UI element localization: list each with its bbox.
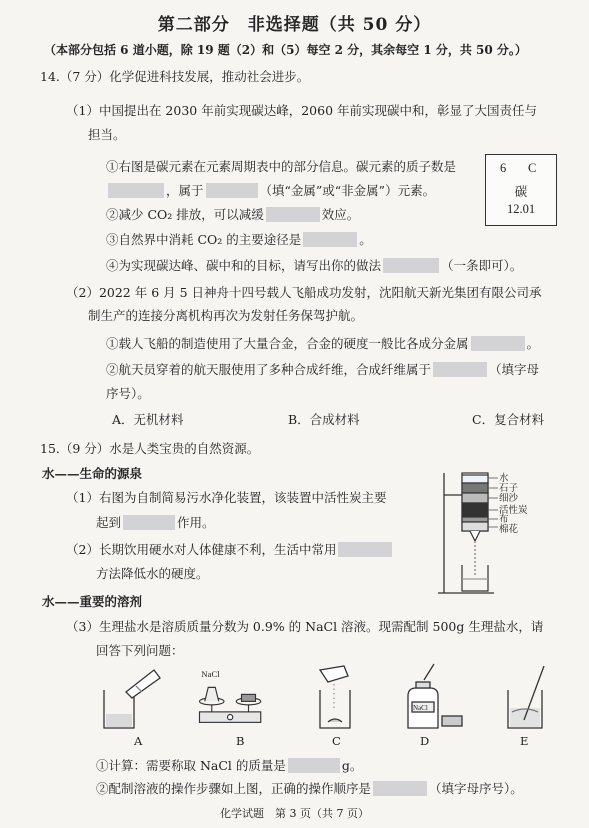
answer-blank[interactable]: [123, 515, 175, 530]
answer-blank[interactable]: [433, 362, 487, 377]
q15-order: ②配制溶液的操作步骤如上图，正确的操作顺序是 （填字母序号）。: [96, 781, 523, 796]
op-label-e: E: [520, 734, 529, 748]
label-charcoal: 活性炭: [499, 505, 528, 516]
atomic-mass: 12.01: [506, 202, 536, 216]
q14-item3: ③自然界中消耗 CO₂ 的主要途径是 。: [106, 232, 372, 247]
q14-stem: 14.（7 分）化学促进科技发展，推动社会进步。: [40, 69, 310, 84]
q14-item1-line1: ①右图是碳元素在元素周期表中的部分信息。碳元素的质子数是: [106, 159, 457, 174]
label-cotton: 棉花: [499, 524, 519, 535]
op-c-adding-solid-icon: [304, 662, 374, 732]
option-a: A．无机材料: [112, 412, 184, 427]
q14-p2-line1: （2）2022 年 6 月 5 日神舟十四号载人飞船成功发射，沈阳航天新光集团有限公司承: [66, 285, 542, 300]
water-purifier-diagram: [438, 467, 558, 597]
q15-p3-line1: （3）生理盐水是溶质质量分数为 0.9% 的 NaCl 溶液。现需配制 500g 生理盐水，请: [66, 619, 544, 634]
q15-p1-line1: （1）右图为自制简易污水净化装置，该装置中活性炭主要: [66, 490, 387, 505]
bottle-nacl-label: NaCl: [413, 704, 428, 712]
page-footer: 化学试题 第 3 页（共 7 页）: [220, 807, 369, 820]
answer-blank[interactable]: [338, 542, 392, 557]
op-b-balance-icon: [196, 662, 266, 732]
q14-sub1: ①载人飞船的制造使用了大量合金，合金的硬度一般比各成分金属 。: [106, 336, 540, 351]
beaker-icon: [462, 541, 488, 591]
op-d-reagent-bottle-icon: [398, 662, 468, 732]
element-symbol: C: [528, 161, 537, 175]
q14-p1-line2: 担当。: [88, 127, 126, 142]
answer-blank[interactable]: [471, 336, 525, 351]
label-water: 水: [499, 473, 509, 484]
q15-p2-line2: 方法降低水的硬度。: [96, 566, 209, 581]
op-label-b: B: [236, 734, 245, 748]
q14-p1-line1: （1）中国提出在 2030 年前实现碳达峰，2060 年前实现碳中和，彰显了大国责任与: [66, 103, 537, 118]
q15-section2: 水——重要的溶剂: [42, 594, 143, 609]
q15-p2-line1: （2）长期饮用硬水对人体健康不利，生活中常用: [66, 540, 394, 558]
q15-calc: ①计算：需要称取 NaCl 的质量是 g。: [96, 758, 363, 773]
op-a-pouring-icon: [96, 662, 166, 732]
op-e-stirring-icon: [498, 662, 568, 732]
nacl-label: NaCl: [201, 668, 220, 679]
page-title: 第二部分 非选择题（共 50 分）: [157, 15, 432, 35]
q14-item4: ④为实现碳达峰、碳中和的目标，请写出你的做法 （一条即可）。: [106, 258, 523, 273]
option-b: B．合成材料: [288, 412, 360, 427]
q15-p1-line2: 起到 作用。: [96, 515, 215, 530]
element-name: 碳: [514, 185, 528, 199]
answer-blank[interactable]: [373, 781, 427, 796]
answer-blank[interactable]: [206, 183, 258, 198]
q14-p2-line2: 制生产的连接分离机构再次为发射任务保驾护航。: [88, 308, 364, 323]
q14-sub2-line2: 序号）。: [106, 386, 150, 401]
q14-item2: ②减少 CO₂ 排放，可以减缓 效应。: [106, 207, 360, 222]
answer-blank[interactable]: [108, 183, 164, 198]
q15-section1: 水——生命的源泉: [42, 466, 143, 481]
answer-blank[interactable]: [303, 232, 357, 247]
carbon-element-card: [485, 154, 557, 226]
answer-blank[interactable]: [288, 758, 340, 773]
op-label-d: D: [420, 734, 430, 748]
op-label-c: C: [332, 734, 341, 748]
label-stones: 石子: [499, 483, 519, 494]
option-c: C．复合材料: [472, 412, 545, 427]
bottle-icon: [462, 473, 488, 541]
label-sand: 细沙: [499, 493, 519, 504]
op-label-a: A: [134, 734, 143, 748]
label-cloth: 布: [499, 514, 509, 525]
q15-p3-line2: 回答下列问题：: [96, 643, 184, 658]
answer-blank[interactable]: [266, 207, 320, 222]
answer-blank[interactable]: [383, 258, 439, 273]
q14-sub2: ②航天员穿着的航天服使用了多种合成纤维，合成纤维属于 （填字母: [106, 362, 540, 377]
section-note: （本部分包括 6 道小题，除 19 题（2）和（5）每空 2 分，其余每空 1 分，共 50 分。）: [44, 43, 527, 57]
atomic-number: 6: [500, 161, 507, 175]
q15-stem: 15.（9 分）水是人类宝贵的自然资源。: [40, 441, 260, 456]
q14-item1-line2: ，属于 （填“金属”或“非金属”）元素。: [106, 181, 435, 199]
